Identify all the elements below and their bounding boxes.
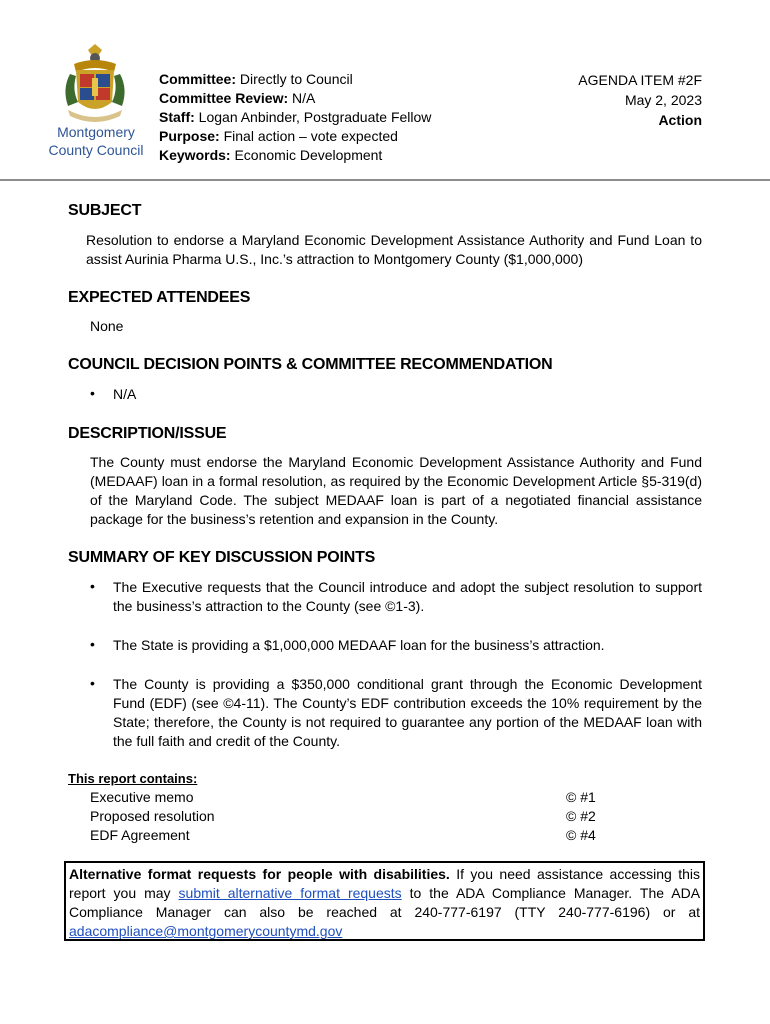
contains-item-label: Proposed resolution (90, 808, 215, 824)
summary-item: The State is providing a $1,000,000 MEDAAF loan for the business’s attraction. (113, 637, 605, 653)
contains-item-ref: © #4 (566, 827, 596, 843)
agenda-action: Action (658, 112, 702, 128)
attendees-heading: EXPECTED ATTENDEES (68, 289, 251, 306)
alternative-format-link[interactable]: submit alternative format requests (178, 885, 402, 901)
decision-points-heading: COUNCIL DECISION POINTS & COMMITTEE RECOMMENDATION (68, 356, 553, 373)
agenda-date: May 2, 2023 (624, 92, 702, 108)
keywords-value: Economic Development (234, 147, 383, 163)
notice-bold: Alternative format requests for people with disabilities. (69, 866, 450, 882)
attendees-text: None (90, 318, 124, 334)
keywords-label: Keywords: (159, 147, 231, 163)
staff-value: Logan Anbinder, Postgraduate Fellow (198, 109, 432, 125)
summary-heading: SUMMARY OF KEY DISCUSSION POINTS (68, 549, 376, 566)
bullet-icon: • (90, 636, 95, 652)
contains-item-label: Executive memo (90, 789, 194, 805)
description-text: The County must endorse the Maryland Economic Development Assistance Authority and Fund (MEDAAF) loan in a formal resolution, as required by the Economic Development Article §5-319(d) of the Maryland Code. The subject MEDAAF loan is part of a negotiated financial assistance package for the business’s retention and expansion in the County. (90, 454, 702, 527)
ada-email-link[interactable]: adacompliance@montgomerycountymd.gov (69, 923, 343, 939)
org-name-line1: Montgomery (57, 124, 135, 140)
agenda-item-number: AGENDA ITEM #2F (578, 72, 702, 88)
subject-heading: SUBJECT (68, 202, 142, 219)
committee-review-label: Committee Review: (159, 90, 289, 106)
org-name-line2: County Council (48, 142, 144, 158)
contains-item-label: EDF Agreement (90, 827, 190, 843)
report-contains-title: This report contains: (68, 771, 198, 786)
staff-label: Staff: (159, 109, 195, 125)
contains-item-ref: © #1 (566, 789, 596, 805)
committee-review-value: N/A (292, 90, 316, 106)
summary-item: The County is providing a $350,000 conditional grant through the Economic Development Fund (EDF) (see ©4-11). The County’s EDF contribution exceeds the 10% requirement by the State; therefore, the County is not required to guarantee any portion of the MEDAAF loan with the full faith and credit of the County. (113, 676, 702, 749)
bullet-icon: • (90, 578, 95, 594)
bullet-icon: • (90, 385, 95, 401)
county-council-name (40, 123, 152, 159)
purpose-value: Final action – vote expected (223, 128, 398, 144)
accessibility-notice (64, 861, 705, 941)
purpose-label: Purpose: (159, 128, 220, 144)
subject-text: Resolution to endorse a Maryland Economic Development Assistance Authority and Fund Loan to assist Aurinia Pharma U.S., Inc.’s attraction to Montgomery County ($1,000,000) (86, 232, 702, 267)
contains-item-ref: © #2 (566, 808, 596, 824)
committee-value: Directly to Council (239, 71, 353, 87)
summary-item: The Executive requests that the Council introduce and adopt the subject resolution to support the business’s attraction to the County (see ©1-3). (113, 579, 702, 614)
meeting-metadata (159, 70, 431, 165)
notice-text1: If you need assistance accessing this report you may (69, 866, 701, 901)
committee-label: Committee: (159, 71, 237, 87)
description-heading: DESCRIPTION/ISSUE (68, 425, 227, 442)
notice-text2: to the ADA Compliance Manager. The ADA Compliance Manager can also be reached at 240-777-6197 (TTY 240-777-6196) or at (69, 885, 701, 920)
bullet-icon: • (90, 675, 95, 691)
agenda-block (578, 70, 702, 130)
decision-point-item: N/A (113, 386, 137, 402)
county-seal-icon (58, 44, 132, 126)
header-divider (0, 179, 770, 181)
